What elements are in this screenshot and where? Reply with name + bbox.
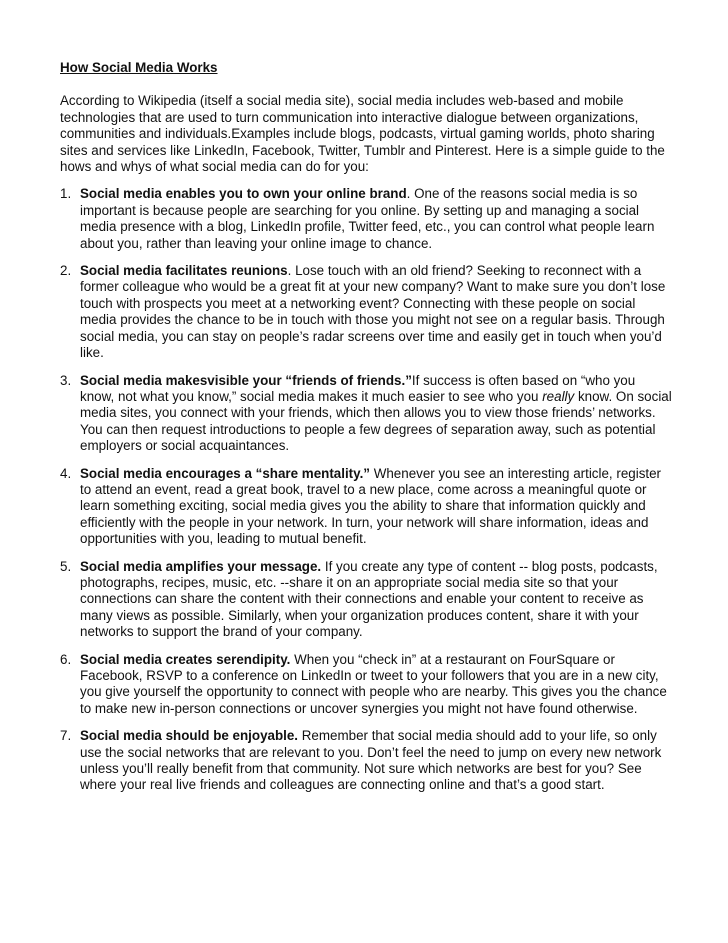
list-item-text: If success is often based on “who you know, not what you know,” social media makes it much easier to see who you bbox=[80, 372, 636, 404]
list-item-text: Remember that social media should add to your life, so only use the social networks that are relevant to you. Don’t feel the need to jump on every new network unless you’ll really benefit from that community. Not sure which networks are best for you? See where your real live friends and colleagues are connecting online and that’s a good start. bbox=[80, 728, 662, 793]
list-item bbox=[60, 559, 672, 641]
list-item-number: 5. bbox=[60, 558, 72, 574]
list-item-text: Whenever you see an interesting article, register to attend an event, read a great book, travel to a new place, come across a meaningful quote or learn something exciting, social media gives you the ability to share that information quickly and efficiently with the people in your network. In turn, your network will share information, ideas and opportunities with you, leading to mutual benefit. bbox=[80, 465, 662, 547]
list-item-number: 1. bbox=[60, 186, 72, 202]
list-item-heading: Social media should be enjoyable. bbox=[80, 728, 299, 744]
list-item bbox=[60, 373, 672, 455]
list-item bbox=[60, 652, 672, 718]
list-item bbox=[60, 728, 672, 794]
list-item-number: 7. bbox=[60, 728, 72, 744]
list-item-heading: Social media creates serendipity. bbox=[80, 651, 291, 667]
list-item bbox=[60, 186, 672, 252]
document-title: How Social Media Works bbox=[60, 60, 218, 75]
list-item-heading: Social media encourages a “share mentality.” bbox=[80, 465, 370, 481]
list-item-text: . Lose touch with an old friend? Seeking to reconnect with a former colleague who would be a great fit at your new company? Want to make sure you don’t lose touch with prospects you meet at a networking event? Connecting with these people on social media provides the chance to be in touch with those you might not see on a regular basis. Through social media, you can stay on people’s radar screens over time and easily get in touch when you’d like. bbox=[80, 263, 666, 361]
list-item-number: 4. bbox=[60, 465, 72, 481]
list-item-heading: Social media amplifies your message. bbox=[80, 558, 322, 574]
list-item-heading: Social media enables you to own your online brand bbox=[80, 186, 407, 202]
list-item-heading: Social media makesvisible your “friends of friends.” bbox=[80, 372, 412, 388]
list-item-number: 2. bbox=[60, 263, 72, 279]
list-item-heading: Social media facilitates reunions bbox=[80, 263, 288, 279]
list-item bbox=[60, 263, 672, 361]
list-item-text: If you create any type of content -- blog posts, podcasts, photographs, recipes, music, etc. --share it on an appropriate social media site so that your connections can share the content with their connections and enable your content to receive as many views as possible. Similarly, when your organization produces content, share it with your networks to support the brand of your company. bbox=[80, 558, 658, 640]
list-item-emphasis: really bbox=[542, 388, 575, 404]
document-page bbox=[60, 60, 672, 805]
list-item bbox=[60, 466, 672, 548]
list-item-number: 3. bbox=[60, 372, 72, 388]
list-item-text: . One of the reasons social media is so important is because people are searching for you online. By setting up and managing a social media presence with a blog, LinkedIn profile, Twitter feed, etc., you can control what people learn about you, rather than leaving your online image to chance. bbox=[80, 186, 655, 251]
list-item-text-continued: know. On social media sites, you connect with your friends, which then allows you to view those friends’ networks. You can then request introductions to people a few degrees of separation away, such as potential employers or social acquaintances. bbox=[80, 388, 672, 454]
list-item-text: When you “check in” at a restaurant on FourSquare or Facebook, RSVP to a conference on LinkedIn or tweet to your followers that you are in a new city, you give yourself the opportunity to connect with people who are nearby. This gives you the chance to make new in-person connections or uncover synergies you might not have found otherwise. bbox=[80, 651, 667, 716]
intro-paragraph: According to Wikipedia (itself a social media site), social media includes web-based and mobile technologies that are used to turn communication into interactive dialogue between organizations, communities and individuals.Examples include blogs, podcasts, virtual gaming worlds, photo sharing sites and services like LinkedIn, Facebook, Twitter, Tumblr and Pinterest. Here is a simple guide to the hows and whys of what social media can do for you: bbox=[60, 93, 665, 175]
list-item-number: 6. bbox=[60, 651, 72, 667]
numbered-list bbox=[60, 186, 672, 793]
